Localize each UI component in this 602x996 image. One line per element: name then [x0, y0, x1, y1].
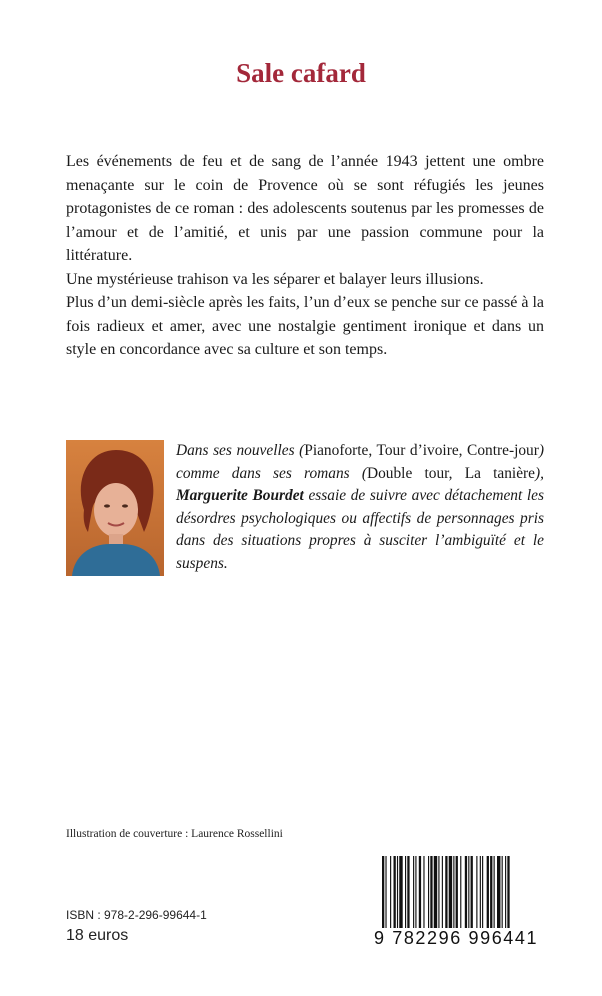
barcode-digits: 9 782296 996441	[374, 928, 539, 948]
summary-paragraph-1: Les événements de feu et de sang de l’année 1943 jettent une ombre menaçante sur le coin de Provence où se sont réfugiés les jeunes protagonistes de ce roman : des adolescents soutenus par les promesses de l’amour et de l’amitié, et unis par une passion commune pour la littérature.	[66, 153, 544, 264]
barcode-bar	[385, 856, 386, 928]
cover-credit: Illustration de couverture : Laurence Rossellini	[66, 828, 283, 840]
barcode-bar	[413, 856, 414, 928]
barcode-bar	[449, 856, 452, 928]
barcode-bar	[397, 856, 398, 928]
barcode-bar	[460, 856, 461, 928]
barcode-bar	[394, 856, 396, 928]
barcode-bar	[415, 856, 416, 928]
barcode-bar	[438, 856, 439, 928]
barcode-bar	[465, 856, 467, 928]
barcode-bar	[497, 856, 500, 928]
barcode-bar	[490, 856, 492, 928]
barcode-bar	[505, 856, 506, 928]
barcode	[374, 856, 546, 952]
bio-part-4: Double tour, La tanière	[366, 464, 535, 482]
barcode-bar	[502, 856, 503, 928]
barcode-bar	[476, 856, 477, 928]
bio-part-5: ),	[535, 464, 544, 482]
barcode-bar	[430, 856, 432, 928]
barcode-bar	[390, 856, 391, 928]
barcode-bar	[382, 856, 384, 928]
barcode-bar	[428, 856, 429, 928]
barcode-bar	[453, 856, 454, 928]
price: 18 euros	[66, 927, 129, 944]
barcode-bar	[423, 856, 424, 928]
bio-part-6: essaie de suivre avec détachement les désordres psychologiques ou affectifs de personnages pris dans des situations propres à susciter l’ambiguïté et le suspens.	[176, 487, 544, 572]
barcode-bar	[442, 856, 443, 928]
summary-paragraph-2: Une mystérieuse trahison va les séparer et balayer leurs illusions.	[66, 270, 484, 288]
barcode-bar	[471, 856, 473, 928]
barcode-bar	[507, 856, 509, 928]
barcode-bar	[456, 856, 458, 928]
barcode-bar	[407, 856, 409, 928]
barcode-bars	[374, 856, 546, 930]
barcode-bar	[494, 856, 495, 928]
author-name: Marguerite Bourdet	[176, 487, 304, 504]
isbn: ISBN : 978-2-296-99644-1	[66, 908, 207, 922]
bio-part-1: Dans ses nouvelles (	[176, 442, 305, 459]
barcode-bar	[487, 856, 489, 928]
barcode-bar	[419, 856, 421, 928]
barcode-bar	[405, 856, 406, 928]
bio-part-2: Pianoforte, Tour d’ivoire, Contre-jour	[304, 442, 539, 459]
author-bio	[176, 440, 544, 575]
summary-text	[66, 150, 544, 362]
barcode-bar	[480, 856, 481, 928]
book-title: Sale cafard	[236, 58, 366, 88]
author-photo	[66, 440, 164, 576]
barcode-bar	[399, 856, 402, 928]
barcode-bar	[434, 856, 437, 928]
summary-paragraph-3: Plus d’un demi-siècle après les faits, l’un d’eux se penche sur ce passé à la fois radieux et amer, avec une nostalgie gentiment ironique et dans un style en concordance avec sa culture et son temps.	[66, 294, 544, 358]
barcode-bar	[482, 856, 483, 928]
barcode-bar	[468, 856, 469, 928]
bio-part-3: ) comme dans ses romans (	[176, 442, 545, 482]
barcode-bar	[445, 856, 447, 928]
